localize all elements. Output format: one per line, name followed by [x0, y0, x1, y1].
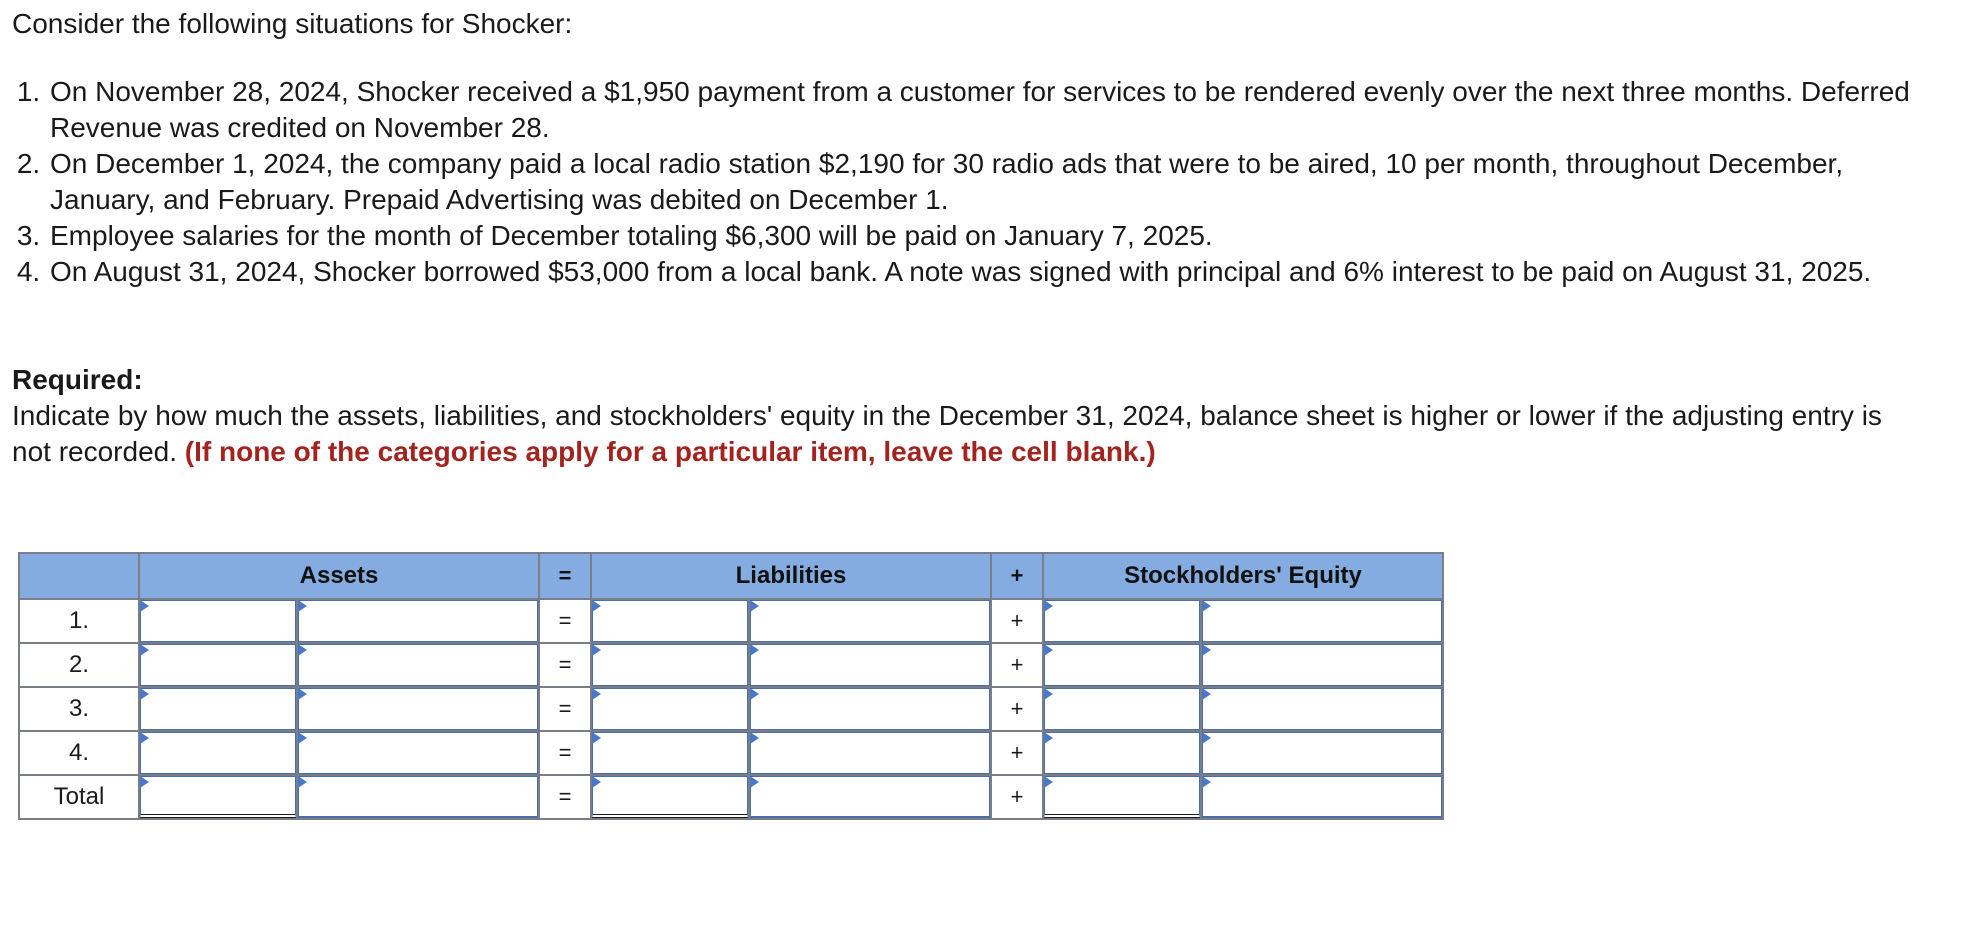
equity-direction-cell[interactable] [1043, 643, 1201, 687]
assets-amount-input[interactable] [298, 600, 538, 642]
liabilities-amount-cell[interactable] [749, 643, 991, 687]
assets-direction-cell[interactable] [139, 731, 297, 775]
assets-direction-cell[interactable] [139, 643, 297, 687]
assets-amount-input[interactable] [298, 688, 538, 730]
required-heading: Required: [12, 364, 143, 395]
equity-amount-cell[interactable] [1201, 775, 1443, 819]
header-stockholders-equity: Stockholders' Equity [1043, 553, 1443, 599]
equals-sign: = [539, 643, 591, 687]
assets-direction-input[interactable] [140, 644, 296, 686]
liabilities-direction-input[interactable] [592, 732, 748, 774]
header-liabilities: Liabilities [591, 553, 991, 599]
equity-direction-input[interactable] [1044, 600, 1200, 642]
equity-direction-cell[interactable] [1043, 687, 1201, 731]
liabilities-amount-input[interactable] [750, 732, 990, 774]
liabilities-amount-cell[interactable] [749, 687, 991, 731]
assets-amount-input[interactable] [298, 776, 538, 818]
liabilities-amount-cell[interactable] [749, 599, 991, 643]
assets-direction-cell[interactable] [139, 599, 297, 643]
required-instructions [12, 398, 1912, 470]
equals-sign: = [539, 731, 591, 775]
liabilities-amount-input[interactable] [750, 688, 990, 730]
equity-amount-cell[interactable] [1201, 731, 1443, 775]
liabilities-direction-cell[interactable] [591, 687, 749, 731]
assets-direction-input[interactable] [140, 688, 296, 730]
liabilities-amount-cell[interactable] [749, 731, 991, 775]
row-label: 3. [19, 687, 139, 731]
assets-direction-cell[interactable] [139, 687, 297, 731]
equity-direction-input[interactable] [1044, 732, 1200, 774]
table-row-total [19, 775, 1443, 819]
situations-list [12, 74, 1952, 290]
assets-amount-cell[interactable] [297, 775, 539, 819]
liabilities-amount-input[interactable] [750, 644, 990, 686]
header-assets: Assets [139, 553, 539, 599]
assets-amount-input[interactable] [298, 732, 538, 774]
assets-direction-input[interactable] [140, 600, 296, 642]
table-row [19, 599, 1443, 643]
equity-amount-input[interactable] [1202, 600, 1442, 642]
accounting-equation-table [18, 552, 1444, 820]
equity-amount-cell[interactable] [1201, 643, 1443, 687]
assets-amount-cell[interactable] [297, 599, 539, 643]
equity-direction-input[interactable] [1044, 776, 1200, 818]
required-note: (If none of the categories apply for a particular item, leave the cell blank.) [184, 436, 1156, 467]
liabilities-direction-cell[interactable] [591, 643, 749, 687]
row-label: 4. [19, 731, 139, 775]
assets-direction-input[interactable] [140, 776, 296, 818]
required-text: Indicate by how much the assets, liabilities, and stockholders' equity in the December 31, 2024, balance sheet is higher or lower if the adjusting entry is not recorded. [12, 400, 1882, 467]
assets-direction-cell[interactable] [139, 775, 297, 819]
row-label: 1. [19, 599, 139, 643]
liabilities-direction-cell[interactable] [591, 775, 749, 819]
equity-direction-input[interactable] [1044, 644, 1200, 686]
equity-amount-input[interactable] [1202, 688, 1442, 730]
situation-item: 3. Employee salaries for the month of December totaling $6,300 will be paid on January 7, 2025. [48, 218, 1920, 254]
intro-text: Consider the following situations for Shocker: [12, 8, 573, 39]
situation-item: 1. On November 28, 2024, Shocker received a $1,950 payment from a customer for services to be rendered evenly over the next three months. Deferred Revenue was credited on November 28. [48, 74, 1920, 146]
liabilities-direction-input[interactable] [592, 644, 748, 686]
equity-amount-input[interactable] [1202, 732, 1442, 774]
row-label: Total [19, 775, 139, 819]
equity-direction-cell[interactable] [1043, 731, 1201, 775]
assets-amount-cell[interactable] [297, 687, 539, 731]
table-row [19, 731, 1443, 775]
assets-amount-cell[interactable] [297, 643, 539, 687]
equity-direction-input[interactable] [1044, 688, 1200, 730]
plus-sign: + [991, 731, 1043, 775]
row-label: 2. [19, 643, 139, 687]
header-plus: + [991, 553, 1043, 599]
liabilities-amount-input[interactable] [750, 776, 990, 818]
liabilities-direction-cell[interactable] [591, 731, 749, 775]
equals-sign: = [539, 599, 591, 643]
plus-sign: + [991, 599, 1043, 643]
equity-amount-input[interactable] [1202, 776, 1442, 818]
equity-amount-cell[interactable] [1201, 599, 1443, 643]
liabilities-amount-input[interactable] [750, 600, 990, 642]
equals-sign: = [539, 687, 591, 731]
header-equals: = [539, 553, 591, 599]
liabilities-direction-input[interactable] [592, 688, 748, 730]
assets-amount-cell[interactable] [297, 731, 539, 775]
liabilities-direction-input[interactable] [592, 600, 748, 642]
equity-amount-input[interactable] [1202, 644, 1442, 686]
liabilities-direction-input[interactable] [592, 776, 748, 818]
table-header-row [19, 553, 1443, 599]
equity-direction-cell[interactable] [1043, 775, 1201, 819]
problem-page [12, 0, 1952, 470]
situation-item: 4. On August 31, 2024, Shocker borrowed $53,000 from a local bank. A note was signed with principal and 6% interest to be paid on August 31, 2025. [48, 254, 1920, 290]
equity-amount-cell[interactable] [1201, 687, 1443, 731]
plus-sign: + [991, 775, 1043, 819]
assets-direction-input[interactable] [140, 732, 296, 774]
situation-item: 2. On December 1, 2024, the company paid a local radio station $2,190 for 30 radio ads that were to be aired, 10 per month, throughout December, January, and February. Prepaid Advertising was debited on December 1. [48, 146, 1920, 218]
liabilities-direction-cell[interactable] [591, 599, 749, 643]
equity-direction-cell[interactable] [1043, 599, 1201, 643]
assets-amount-input[interactable] [298, 644, 538, 686]
equals-sign: = [539, 775, 591, 819]
plus-sign: + [991, 687, 1043, 731]
plus-sign: + [991, 643, 1043, 687]
table-row [19, 687, 1443, 731]
table-row [19, 643, 1443, 687]
liabilities-amount-cell[interactable] [749, 775, 991, 819]
header-blank [19, 553, 139, 599]
